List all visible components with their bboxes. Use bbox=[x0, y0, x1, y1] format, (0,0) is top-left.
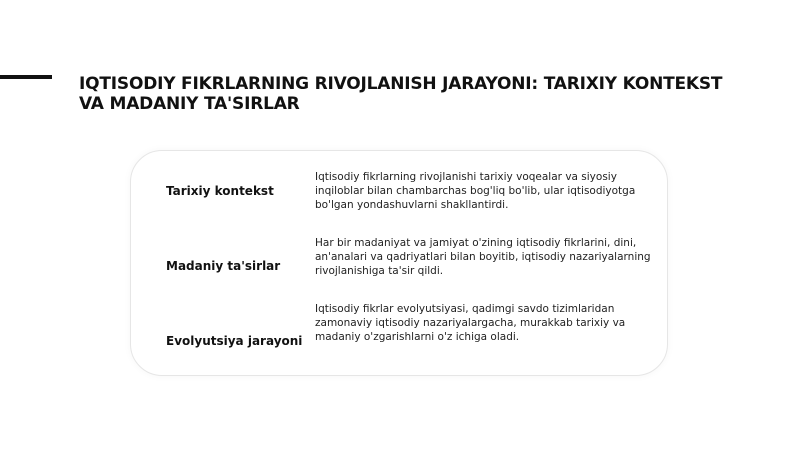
row-description-evolution-process: Iqtisodiy fikrlar evolyutsiyasi, qadimgi savdo tizimlaridan zamonaviy iqtisodiy nazariyalargacha, murakkab tarixiy va madaniy o'zgarishlarni o'z ichiga oladi. bbox=[315, 303, 626, 343]
title-accent-bar bbox=[0, 75, 52, 79]
row-label-historical-context: Tarixiy kontekst bbox=[166, 184, 274, 198]
row-description-historical-context: Iqtisodiy fikrlarning rivojlanishi tarixiy voqealar va siyosiy inqiloblar bilan chambarchas bog'liq bo'lib, ular iqtisodiyotga bo'lgan yondashuvlarni shakllantirdi. bbox=[315, 171, 636, 211]
row-label-cultural-influences: Madaniy ta'sirlar bbox=[166, 259, 281, 273]
row-description-cultural-influences: Har bir madaniyat va jamiyat o'zining iqtisodiy fikrlarini, dini, an'analari va qadriyatlari bilan boyitib, iqtisodiy nazariyalarning rivojlanishiga ta'sir qildi. bbox=[315, 237, 651, 277]
row-label-evolution-process: Evolyutsiya jarayoni bbox=[166, 334, 303, 348]
slide-title: IQTISODIY FIKRLARNING RIVOJLANISH JARAYONI: TARIXIY KONTEKST VA MADANIY TA'SIRLAR bbox=[79, 74, 723, 114]
